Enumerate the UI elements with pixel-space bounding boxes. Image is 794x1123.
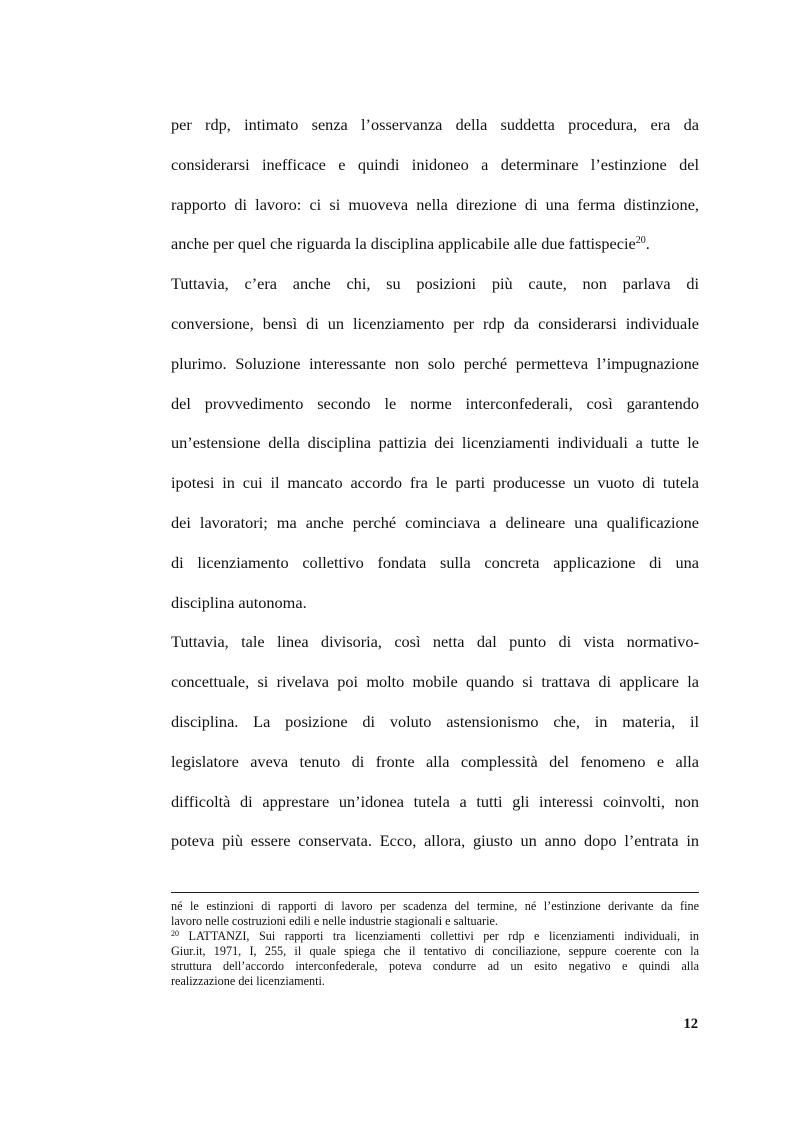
footnote-line: struttura dell’accordo interconfederale, poteva condurre ad un esito negativo e quindi alla <box>171 959 699 974</box>
body-line: plurimo. Soluzione interessante non solo perché permetteva l’impugnazione <box>171 353 699 373</box>
body-line: disciplina autonoma. <box>171 592 307 612</box>
footnote-separator <box>171 892 699 893</box>
footnote-reference[interactable]: 20 <box>635 235 646 247</box>
body-line: concettuale, si rivelava poi molto mobile quando si trattava di applicare la <box>171 672 699 692</box>
body-line-with-footnote <box>171 224 699 264</box>
body-line: un’estensione della disciplina pattizia dei licenziamenti individuali a tutte le <box>171 433 699 453</box>
footnotes <box>171 899 699 990</box>
body-line: conversione, bensì di un licenziamento per rdp da considerarsi individuale <box>171 313 699 333</box>
body-line: disciplina. La posizione di voluto astensionismo che, in materia, il <box>171 711 699 731</box>
body-line: considerarsi inefficace e quindi inidoneo a determinare l’estinzione del <box>171 154 699 174</box>
body-line: legislatore aveva tenuto di fronte alla complessità del fenomeno e alla <box>171 751 699 771</box>
footnote-line: lavoro nelle costruzioni edili e nelle industrie stagionali e saltuarie. <box>171 914 498 929</box>
body-line-period: . <box>645 234 650 254</box>
footnote-line: realizzazione dei licenziamenti. <box>171 974 325 989</box>
footnote-line: né le estinzioni di rapporti di lavoro per scadenza del termine, né l’estinzione derivante da fine <box>171 899 699 913</box>
body-line: dei lavoratori; ma anche perché cominciava a delineare una qualificazione <box>171 512 699 532</box>
body-text <box>171 105 699 861</box>
body-line: del provvedimento secondo le norme interconfederali, così garantendo <box>171 393 699 413</box>
footnote-line-text: LATTANZI, Sui rapporti tra licenziamenti collettivi per rdp e licenziamenti individuali, in <box>188 929 699 944</box>
footnote-line-numbered <box>171 929 699 944</box>
body-line: per rdp, intimato senza l’osservanza della suddetta procedura, era da <box>171 115 699 134</box>
body-line: difficoltà di apprestare un’idonea tutela a tutti gli interessi coinvolti, non <box>171 791 699 811</box>
page-number: 12 <box>683 1016 698 1032</box>
body-line: ipotesi in cui il mancato accordo fra le parti producesse un vuoto di tutela <box>171 473 699 493</box>
body-line: rapporto di lavoro: ci si muoveva nella direzione di una ferma distinzione, <box>171 194 699 214</box>
body-line: poteva più essere conservata. Ecco, allora, giusto un anno dopo l’entrata in <box>171 831 699 851</box>
body-line: Tuttavia, c’era anche chi, su posizioni più caute, non parlava di <box>171 274 699 294</box>
footnote-line: Giur.it, 1971, I, 255, il quale spiega che il tentativo di conciliazione, seppure coerente con la <box>171 944 699 959</box>
body-line: di licenziamento collettivo fondata sulla concreta applicazione di una <box>171 552 699 572</box>
footnote-number: 20 <box>171 929 179 939</box>
body-line-text: anche per quel che riguarda la disciplina applicabile alle due fattispecie <box>171 234 636 254</box>
body-line: Tuttavia, tale linea divisoria, così netta dal punto di vista normativo- <box>171 632 699 652</box>
